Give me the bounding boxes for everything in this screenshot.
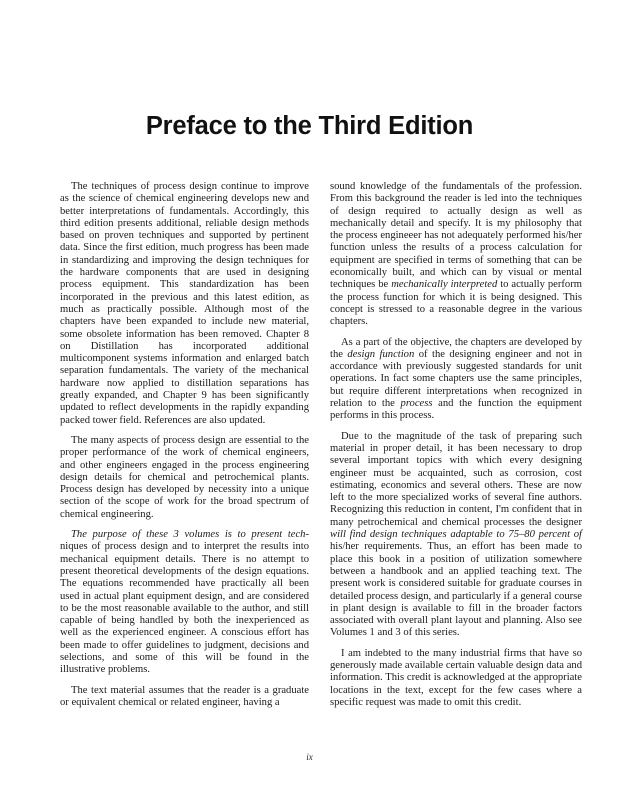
italic-text: mechanically interpreted <box>391 279 498 291</box>
paragraph: The techniques of process design continue to improve as the science of chemical engineering develops new and better interpretations of fundamentals. Accordingly, this third edition presents additional, reliable design methods based on proven techniques and supported by pertinent data. Since the first edition, much progress has been made in standardizing and improving the design techniques for the hardware components that are used in designing process equipment. This standardization has been incorporated in the previous and this latest edition, as much as practically possible. Although most of the chapters have been expanded to include new material, some obsolete information has been removed. Chapter 8 on Distillation has incorporated additional multicomponent systems information and enlarged batch separation fundamentals. The variety of the mechanical hardware now applied to distillation separations has greatly expanded, and Chapter 9 has been significantly updated to reflect developments in the rapidly expanding packed tower field. References are also updated. <box>60 181 309 426</box>
paragraph-text: his/her requirements. Thus, an effort has been made to place this book in a position of utilization somewhere between a handbook and an applied teaching text. The present work is considered suitable for graduate courses in detailed process design, and particularly if a general course in plant design is available to fill in the broader factors associated with overall plant layout and planning. Also see Volumes 1 and 3 of this series. <box>330 541 582 639</box>
paragraph-text: Due to the magnitude of the task of preparing such material in proper detail, it has been necessary to drop several important topics with which every designing engineer must be acquainted, such as corrosion, cost estimating, economics and several others. These are now left to the more specialized works of several fine authors. Recognizing this reduction in content, I'm confident that in many petrochemical and chemical processes the designer <box>330 430 582 528</box>
italic-text: will find design techniques adaptable to 75–80 percent of <box>330 529 582 541</box>
italic-text: design function <box>347 348 415 360</box>
page-number: ix <box>306 752 313 762</box>
paragraph-text: of the designing engineer and not in accordance with previously suggested standards for unit operations. In fact some chapters use the same principles, but require different interpretations when recognized in relation to the <box>330 348 582 410</box>
paragraph: I am indebted to the many industrial firms that have so generously made available certain valuable design data and information. This credit is acknowledged at the appropriate locations in the text, except for the few cases where a specific request was made to omit this credit. <box>330 647 582 708</box>
italic-text: process <box>400 398 433 410</box>
paragraph <box>330 337 582 423</box>
paragraph <box>60 529 309 677</box>
paragraph-text: to actually perform the process function for which it is being designed. This concept is stressed to a reasonable degree in the various chapters. <box>330 279 582 328</box>
right-column <box>330 181 582 717</box>
left-column <box>60 181 309 717</box>
italic-text: The purpose of these 3 volumes is to present tech- <box>71 529 309 541</box>
paragraph <box>330 431 582 640</box>
paragraph-text: and the function the equipment performs in this process. <box>330 398 582 422</box>
paragraph <box>330 181 582 329</box>
paragraph-text: niques of process design and to interpret the results into mechanical equipment details. There is no attempt to present theoretical developments of the design equations. The equations recommended have practically all been used in actual plant equipment design, and are considered to be the most reasonable available to the author, and still capable of being handled by both the inexperienced as well as the experienced engineer. A conscious effort has been made to offer guidelines to judgment, decisions and selections, and some of this will be found in the illustrative problems. <box>60 541 309 676</box>
paragraph: The text material assumes that the reader is a graduate or equivalent chemical or related engineer, having a <box>60 684 309 708</box>
paragraph-text: As a part of the objective, the chapters are developed by the <box>330 336 582 360</box>
paragraph: The many aspects of process design are essential to the proper performance of the work of chemical engineers, and other engineers engaged in the process engineering design details for chemical and petrochemical plants. Process design has developed by necessity into a unique section of the scope of work for the broad spectrum of chemical engineering. <box>60 434 309 520</box>
paragraph-text: sound knowledge of the fundamentals of the profession. From this background the reader is led into the techniques of design required to actually design as well as mechanically detail and specify. It is my philosophy that the process engineeer has not adequately performed his/her function unless the results of a process calculation for equipment are specified in terms of something that can be economically built, and which can by visual or mental techniques be <box>330 181 582 291</box>
page-title: Preface to the Third Edition <box>145 112 474 140</box>
